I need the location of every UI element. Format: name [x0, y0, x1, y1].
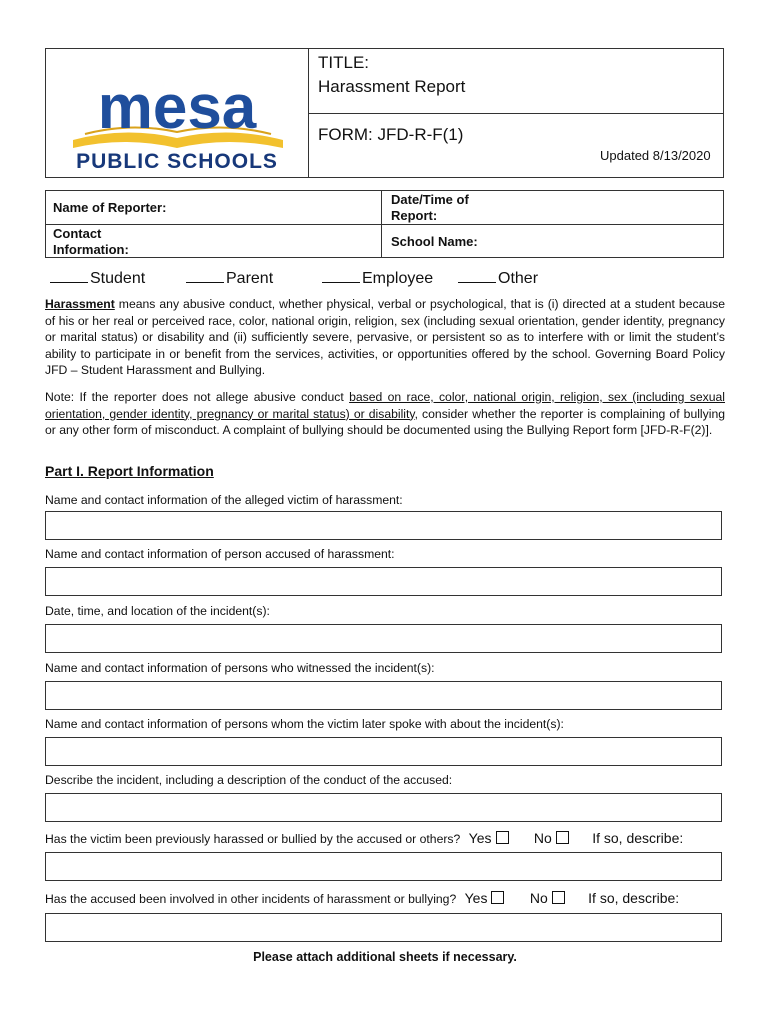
accused-info-field[interactable] [45, 567, 722, 596]
q8-no-label: No [529, 890, 548, 906]
question-other-incidents [45, 890, 679, 906]
witnesses-field[interactable] [45, 681, 722, 710]
question-previously-harassed [45, 830, 683, 846]
victim-info-field[interactable] [45, 511, 722, 540]
note-prefix: Note: If the reporter does not allege abusive conduct [45, 390, 350, 404]
note-underlined: based on race, color, national origin, religion, sex (including sexual orientation, gender identity, pregnancy or marital status) or disability [45, 390, 725, 421]
title-label: TITLE: [318, 53, 370, 72]
q7-no-label: No [533, 830, 552, 846]
role-student-blank[interactable] [50, 282, 88, 283]
question-accused: Name and contact information of person accused of harassment: [45, 547, 395, 561]
spoke-with-field[interactable] [45, 737, 722, 766]
contact-label-line1: Contact [53, 226, 102, 241]
role-parent-blank[interactable] [186, 282, 224, 283]
harassment-definition [45, 296, 725, 379]
school-name-label[interactable]: School Name: [391, 234, 478, 249]
mesa-logo [45, 48, 309, 178]
role-parent-label: Parent [226, 270, 274, 287]
note-paragraph [45, 389, 725, 439]
role-employee[interactable] [322, 270, 433, 288]
question-date-location: Date, time, and location of the incident(s): [45, 604, 270, 618]
question-witnesses: Name and contact information of persons who witnessed the incident(s): [45, 661, 435, 675]
note-suffix: , consider whether the reporter is complaining of bullying or any other form of misconduct. A complaint of bullying should be documented using the Bullying Report form [JFD-R-F(2)]. [45, 406, 725, 437]
part-one-heading: Part I. Report Information [45, 463, 214, 479]
previously-harassed-field[interactable] [45, 852, 722, 881]
role-employee-label: Employee [362, 270, 434, 287]
datetime-label-line2: Report: [391, 208, 438, 223]
datetime-label-line1: Date/Time of [391, 192, 469, 207]
date-location-field[interactable] [45, 624, 722, 653]
describe-incident-field[interactable] [45, 793, 722, 822]
q7-no-checkbox[interactable] [556, 831, 569, 844]
question-victim: Name and contact information of the alleged victim of harassment: [45, 493, 403, 507]
contact-label[interactable] [53, 226, 129, 258]
contact-label-line2: Information: [53, 242, 129, 257]
q7-yes-checkbox[interactable] [496, 831, 509, 844]
footer-note: Please attach additional sheets if necessary. [253, 950, 517, 964]
logo-subtitle: PUBLIC SCHOOLS [76, 150, 278, 173]
role-student-label: Student [90, 270, 146, 287]
form-number: FORM: JFD-R-F(1) [318, 125, 464, 144]
reporter-name-label[interactable]: Name of Reporter: [53, 200, 167, 215]
header-row-divider [308, 113, 724, 114]
role-other-label: Other [498, 270, 539, 287]
reporter-table-row-divider [45, 224, 724, 225]
role-other[interactable] [458, 270, 538, 288]
updated-date: Updated 8/13/2020 [600, 148, 711, 163]
q8-describe-label: If so, describe: [588, 890, 680, 906]
role-other-blank[interactable] [458, 282, 496, 283]
question-other-incidents-text: Has the accused been involved in other incidents of harassment or bullying? [45, 892, 457, 906]
role-student[interactable] [50, 270, 145, 288]
question-describe-incident: Describe the incident, including a description of the conduct of the accused: [45, 773, 453, 787]
form-title: Harassment Report [318, 77, 466, 96]
datetime-label[interactable] [391, 192, 469, 224]
question-spoke-with: Name and contact information of persons whom the victim later spoke with about the incident(s): [45, 717, 564, 731]
role-employee-blank[interactable] [322, 282, 360, 283]
q8-yes-checkbox[interactable] [491, 891, 504, 904]
q7-yes-label: Yes [468, 830, 492, 846]
q7-describe-label: If so, describe: [592, 830, 684, 846]
q8-no-checkbox[interactable] [552, 891, 565, 904]
role-parent[interactable] [186, 270, 273, 288]
logo-word: mesa [97, 73, 257, 142]
question-previously-harassed-text: Has the victim been previously harassed or bullied by the accused or others? [45, 832, 461, 846]
q8-yes-label: Yes [464, 890, 488, 906]
definition-text: means any abusive conduct, whether physical, verbal or psychological, that is (i) directed at a student because of his or her real or perceived race, color, national origin, religion, sex (including sexual orientation, gender identity, pregnancy or marital status) or disability and (ii) sufficiently severe, pervasive, or persistent so as to interfere with or limit the student’s ability to participate in or benefit from the services, activities, or opportunities offered by the school. Governing Board Policy JFD – Student Harassment and Bullying. [45, 297, 725, 377]
definition-term: Harassment [45, 297, 115, 311]
other-incidents-field[interactable] [45, 913, 722, 942]
